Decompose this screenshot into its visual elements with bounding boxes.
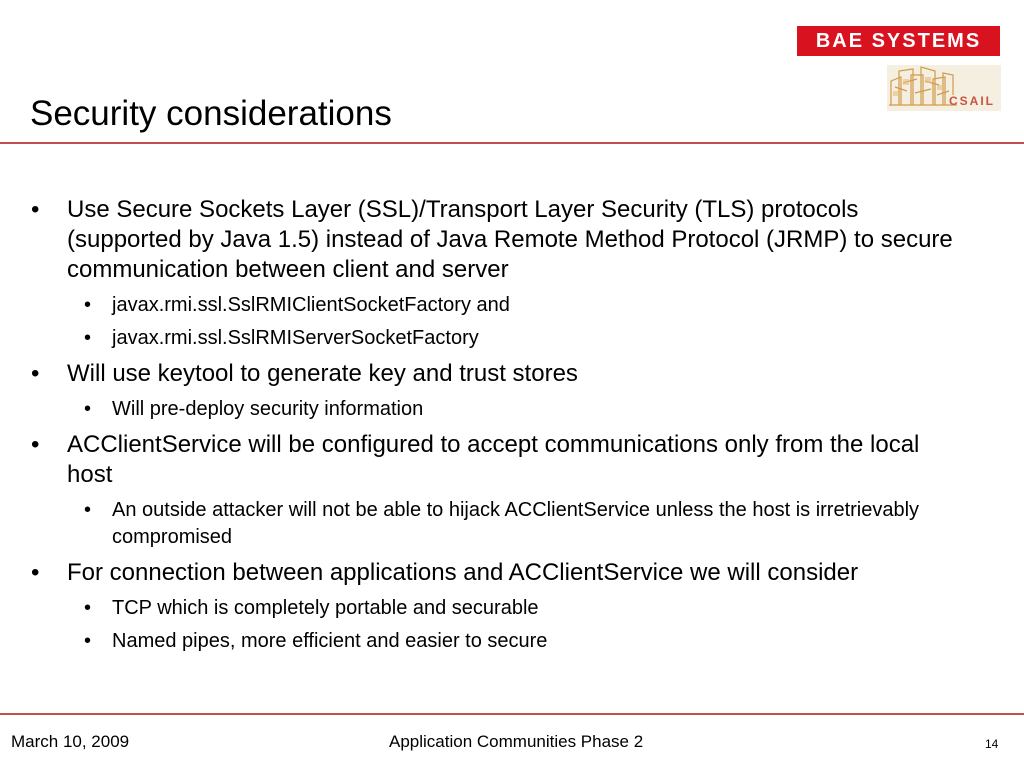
sub-bullet-text: javax.rmi.ssl.SslRMIClientSocketFactory and <box>112 294 510 316</box>
footer-date: March 10, 2009 <box>11 732 130 751</box>
bullet-glyph: • <box>31 196 40 223</box>
sub-bullet-item <box>0 292 924 319</box>
bullet-list <box>0 195 1024 662</box>
sub-bullet-item <box>0 396 924 423</box>
sub-bullet-glyph: • <box>84 398 92 420</box>
sub-bullet-text: Named pipes, more efficient and easier to secure <box>112 630 548 652</box>
bullet-item <box>0 558 967 588</box>
slide-title: Security considerations <box>30 94 392 133</box>
bullet-text: For connection between applications and ACClientService we will consider <box>67 559 859 586</box>
bullet-item <box>0 430 967 490</box>
csail-logo <box>887 65 1001 111</box>
sub-bullet-glyph: • <box>84 327 92 349</box>
footer-divider <box>0 713 1024 715</box>
sub-bullet-text: Will pre-deploy security information <box>112 398 424 420</box>
bae-systems-logo <box>797 26 1000 56</box>
sub-bullet-glyph: • <box>84 294 92 316</box>
sub-bullet-item <box>0 325 924 352</box>
sub-bullet-text: An outside attacker will not be able to hijack ACClientService unless the host is irretrievably compromised <box>112 499 920 548</box>
sub-bullet-text: TCP which is completely portable and securable <box>112 597 539 619</box>
csail-logo-text: CSAIL <box>949 94 995 108</box>
sub-bullet-text: javax.rmi.ssl.SslRMIServerSocketFactory <box>112 327 479 349</box>
sub-bullet-glyph: • <box>84 597 92 619</box>
bullet-text: ACClientService will be configured to accept communications only from the local host <box>67 431 920 488</box>
bullet-text: Use Secure Sockets Layer (SSL)/Transport Layer Security (TLS) protocols (supported by Java 1.5) instead of Java Remote Method Protocol (JRMP) to secure communication between client and server <box>67 196 953 283</box>
title-divider <box>0 142 1024 144</box>
bullet-glyph: • <box>31 431 40 458</box>
sub-bullet-glyph: • <box>84 630 92 652</box>
csail-logo-graphic <box>887 65 1001 111</box>
sub-bullet-item <box>0 595 924 622</box>
bae-systems-logo-text: BAE SYSTEMS <box>815 29 982 52</box>
sub-bullet-item <box>0 497 924 551</box>
bullet-glyph: • <box>31 559 40 586</box>
bullet-item <box>0 195 967 285</box>
bullet-glyph: • <box>31 360 40 387</box>
bullet-text: Will use keytool to generate key and trust stores <box>67 360 578 387</box>
bullet-item <box>0 359 967 389</box>
sub-bullet-item <box>0 628 924 655</box>
slide-number: 14 <box>985 737 999 751</box>
sub-bullet-glyph: • <box>84 499 92 521</box>
footer-presentation-title: Application Communities Phase 2 <box>389 732 644 751</box>
